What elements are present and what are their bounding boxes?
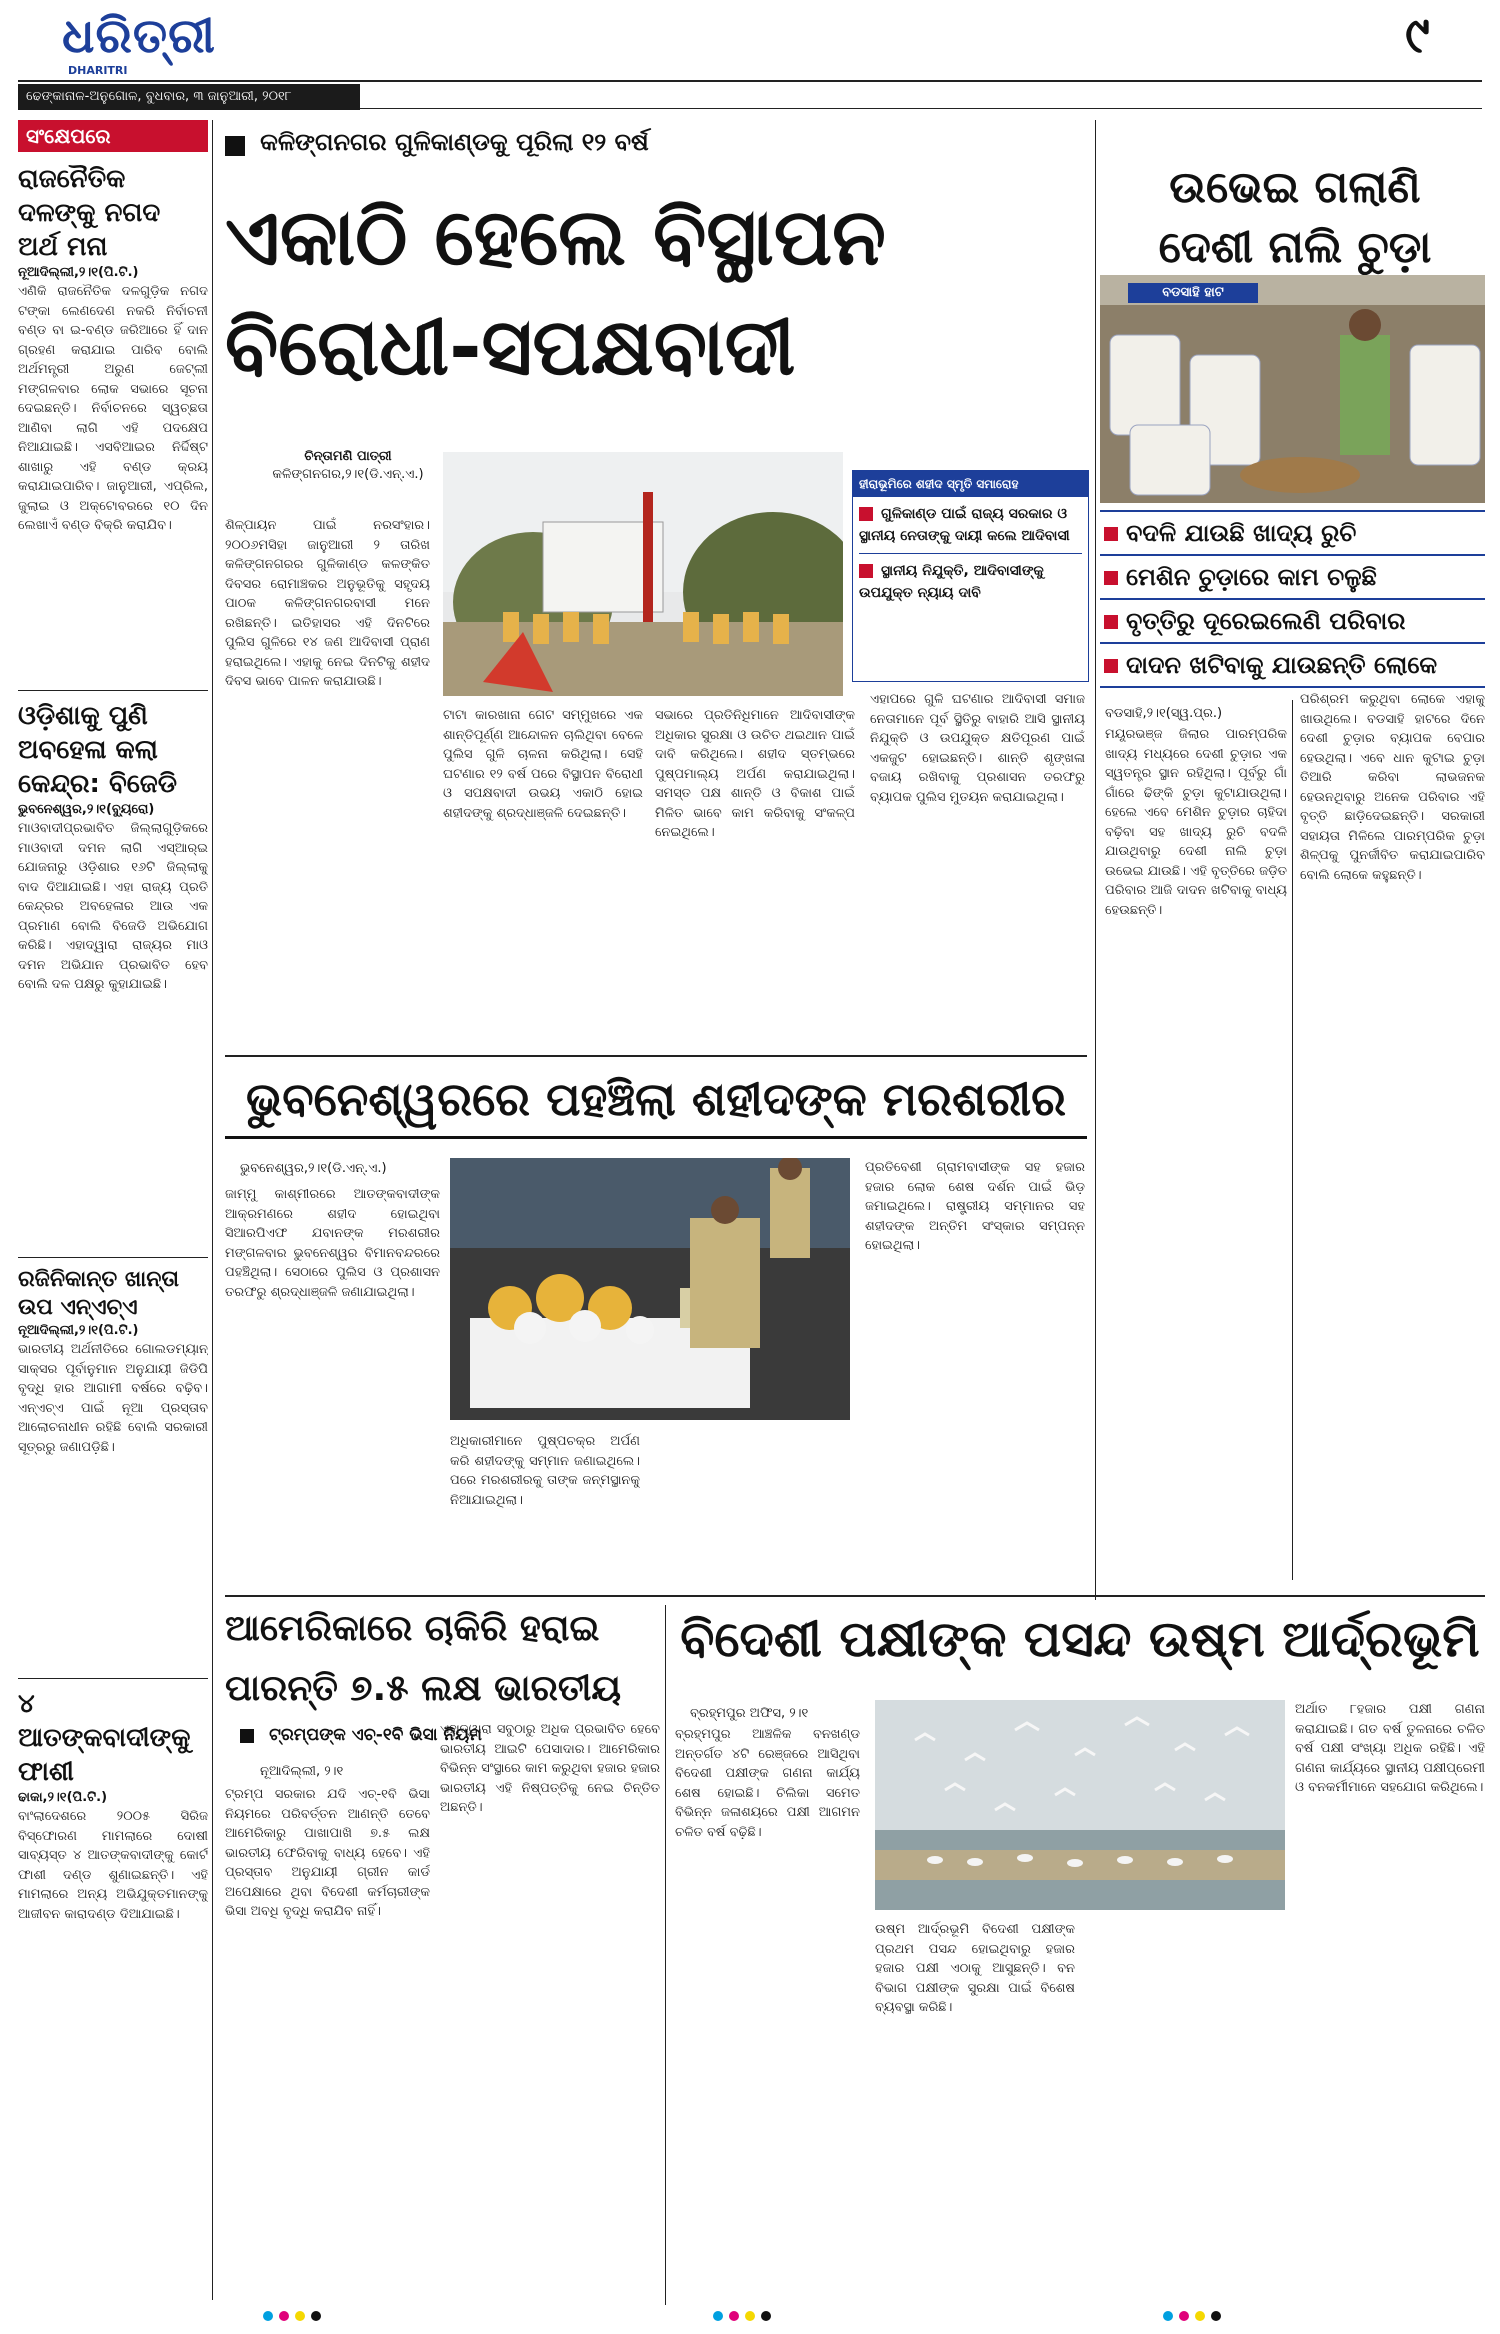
brief-body: ଏଣିକି ରାଜନୈତିକ ଦଳଗୁଡ଼ିକ ନଗଦ ଟଙ୍କା ଲେଣଦେଣ ନକରି ନିର୍ବାଚନୀ ବଣ୍ଡ ବା ଇ-ବଣ୍ଡ ଜରିଆରେ ହିଁ ଦାନ ଗ୍ରହଣ କରାଯାଇ ପାରିବ ବୋଲି ଅର୍ଥମନ୍ତ୍ରୀ ଅରୁଣ ଜେଟ୍‌ଲୀ ମଙ୍ଗଳବାର ଲୋକ ସଭାରେ ସୂଚନା ଦେଇଛନ୍ତି। ନିର୍ବାଚନରେ ସ୍ୱଚ୍ଛତା ଆଣିବା ଲାଗି ଏହି ପଦକ୍ଷେପ ନିଆଯାଇଛି। ଏସବିଆଇର ନିର୍ଦ୍ଦିଷ୍ଟ ଶାଖାରୁ ଏହି ବଣ୍ଡ କ୍ରୟ କରାଯାଇପାରିବ। ଜାନୁଆରୀ, ଏପ୍ରିଲ, ଜୁଲାଇ ଓ ଅକ୍ଟୋବରରେ ୧୦ ଦିନ ଲେଖାଏଁ ବଣ୍ଡ ବିକ୍ରି କରାଯିବ। [18, 284, 208, 533]
brief-story [18, 1266, 208, 1670]
section-label: ସଂକ୍ଷେପରେ [18, 120, 208, 152]
right-byline: ବଡସାହି,୨।୧(ସ୍ୱ.ପ୍ର.) [1105, 706, 1223, 721]
column-rule [1095, 120, 1096, 1600]
infobox-title: ହୀରାଭୂମିରେ ଶହୀଦ ସ୍ମୃତି ସମାରୋହ [853, 471, 1088, 497]
dateline-rule [360, 108, 1482, 109]
red-square-bullet-icon [1104, 615, 1118, 629]
square-bullet-icon [225, 136, 245, 156]
bottom-left-column-2: ଏହାଦ୍ୱାରା ସବୁଠାରୁ ଅଧିକ ପ୍ରଭାବିତ ହେବେ ଭାରତୀୟ ଆଇଟି ପେସାଦାର। ଆମେରିକାର ବିଭିନ୍ନ ସଂସ୍ଥାରେ କାମ କରୁଥିବା ହଜାର ହଜାର ଭାରତୀୟ ଏହି ନିଷ୍ପତ୍ତିକୁ ନେଇ ଚିନ୍ତିତ ଅଛନ୍ତି। [440, 1722, 660, 1815]
right-column-2: ପରିଶ୍ରମ କରୁଥିବା ଲୋକେ ଏହାକୁ ଖାଉଥିଲେ। ବଡସାହି ହାଟରେ ଦିନେ ଦେଶୀ ଚୁଡ଼ାର ବ୍ୟାପକ ବେପାର ହେଉଥିଲା। ଏବେ ଧାନ କୁଟାଇ ଚୁଡ଼ା ତିଆରି କରିବା ଲାଭଜନକ ହେଉନଥିବାରୁ ଅନେକ ପରିବାର ଏହି ବୃତ୍ତି ଛାଡ଼ିଦେଇଛନ୍ତି। ସରକାରୀ ସହାୟତା ମିଳିଲେ ପାରମ୍ପରିକ ଚୁଡ଼ା ଶିଳ୍ପକୁ ପୁନର୍ଜୀବିତ କରାଯାଇପାରିବ ବୋଲି ଲୋକେ କହୁଛନ୍ତି। [1300, 692, 1485, 883]
mid-column-3: ପ୍ରତିବେଶୀ ଗ୍ରାମବାସୀଙ୍କ ସହ ହଜାର ହଜାର ଲୋକ ଶେଷ ଦର୍ଶନ ପାଇଁ ଭିଡ଼ ଜମାଇଥିଲେ। ରାଷ୍ଟ୍ରୀୟ ସମ୍ମାନର ସହ ଶହୀଦଙ୍କ ଅନ୍ତିମ ସଂସ୍କାର ସମ୍ପନ୍ନ ହୋଇଥିଲା। [865, 1160, 1085, 1253]
brief-headline: ରଜିନିକାନ୍ତ ଖାନ୍ତା ଉପ ଏନ୍‌ଏଚ୍‌ଏ [18, 1267, 179, 1320]
brief-headline: ଓଡ଼ିଶାକୁ ପୁଣି ଅବହେଳା କଲା କେନ୍ଦ୍ର: ବିଜେଡି [18, 701, 177, 799]
bottom-left-byline: ନୂଆଦିଲ୍ଲୀ, ୨।୧ [260, 1764, 344, 1779]
brief-body: ଭାରତୀୟ ଅର୍ଥନୀତିରେ ଗୋଲଡମ୍ୟାନ୍ ସାକ୍ସର ପୂର୍ବାନୁମାନ ଅନୁଯାୟୀ ଜିଡିପି ବୃଦ୍ଧି ହାର ଆଗାମୀ ବର୍ଷରେ ବଢ଼ିବ। ଏନ୍‌ଏଚ୍‌ଏ ପାଇଁ ନୂଆ ପ୍ରସ୍ତାବ ଆଲୋଚନାଧୀନ ରହିଛି ବୋଲି ସରକାରୀ ସୂତ୍ରରୁ ଜଣାପଡ଼ିଛି। [18, 1342, 208, 1455]
brief-body: ମାଓବାଦୀପ୍ରଭାବିତ ଜିଲ୍ଲାଗୁଡ଼ିକରେ ମାଓବାଦୀ ଦମନ ଲାଗି ଏସ୍‌ଆର୍‌ଇ ଯୋଜନାରୁ ଓଡ଼ିଶାର ୧୬ଟି ଜିଲ୍ଲାକୁ ବାଦ ଦିଆଯାଇଛି। ଏହା ରାଜ୍ୟ ପ୍ରତି କେନ୍ଦ୍ରର ଅବହେଳାର ଆଉ ଏକ ପ୍ରମାଣ ବୋଲି ବିଜେଡି ଅଭିଯୋଗ କରିଛି। ଏହାଦ୍ୱାରା ରାଜ୍ୟର ମାଓ ଦମନ ଅଭିଯାନ ପ୍ରଭାବିତ ହେବ ବୋଲି ଦଳ ପକ୍ଷରୁ କୁହାଯାଇଛି। [18, 821, 208, 992]
registration-mark [1160, 2306, 1224, 2326]
brief-story [18, 162, 208, 682]
bottom-right-byline: ବ୍ରହ୍ମପୁର ଅଫିସ, ୨।୧ [690, 1706, 809, 1721]
lead-column-1: ଶିଳ୍ପାୟନ ପାଇଁ ନରସଂହାର। ୨୦୦୬ମସିହା ଜାନୁଆରୀ ୨ ତାରିଖ କଳିଙ୍ଗନଗରର ଗୁଳିକାଣ୍ଡ କଳଙ୍କିତ ଦିବସର ରୋମାଞ୍ଚକର ଅନୁଭୂତିକୁ ସହୃଦୟ ପାଠକ କଳିଙ୍ଗନଗରବାସୀ ମନେ ରଖିଛନ୍ତି। ଇତିହାସର ଏହି ଦିନଟିରେ ପୁଲିସ ଗୁଳିରେ ୧୪ ଜଣ ଆଦିବାସୀ ପ୍ରାଣ ହରାଇଥିଲେ। ଏହାକୁ ନେଇ ଦିନଟିକୁ ଶହୀଦ ଦିବସ ଭାବେ ପାଳନ କରାଯାଉଛି। [225, 518, 430, 689]
lead-column-2: ଟାଟା କାରଖାନା ଗେଟ ସମ୍ମୁଖରେ ଏକ ଶାନ୍ତିପୂର୍ଣ୍ଣ ଆନ୍ଦୋଳନ ଚାଲିଥିବା ବେଳେ ପୁଲିସ ଗୁଳି ଚାଳନା କରିଥିଲା। ସେହି ଘଟଣାର ୧୨ ବର୍ଷ ପରେ ବିସ୍ଥାପନ ବିରୋଧୀ ଓ ସପକ୍ଷବାଦୀ ଉଭୟ ଏକାଠି ହୋଇ ଶହୀଦଙ୍କୁ ଶ୍ରଦ୍ଧାଞ୍ଜଳି ଦେଇଛନ୍ତି। [443, 708, 643, 821]
red-square-bullet-icon [1104, 571, 1118, 585]
sidebar-rule [212, 120, 213, 2300]
sidebar-briefs [18, 120, 208, 2306]
bottom-right-column-1: ବ୍ରହ୍ମପୁର ଆଞ୍ଚଳିକ ବନଖଣ୍ଡ ଅନ୍ତର୍ଗତ ୪ଟି ରେଞ୍ଜରେ ଆସିଥିବା ବିଦେଶୀ ପକ୍ଷୀଙ୍କ ଗଣନା କାର୍ଯ୍ୟ ଶେଷ ହୋଇଛି। ଚିଲିକା ସମେତ ବିଭିନ୍ନ ଜଳାଶୟରେ ପକ୍ଷୀ ଆଗମନ ଚଳିତ ବର୍ଷ ବଢ଼ିଛି। [675, 1727, 860, 1840]
section-rule [225, 1595, 1485, 1597]
right-bullet-item: ମେଶିନ ଚୁଡ଼ାରେ କାମ ଚଳୁଛି [1100, 556, 1485, 600]
right-bullet-item: ବଦଳି ଯାଉଛି ଖାଦ୍ୟ ରୁଚି [1100, 510, 1485, 556]
infobox-item: ଗୁଳିକାଣ୍ଡ ପାଇଁ ରାଜ୍ୟ ସରକାର ଓ ସ୍ଥାନୀୟ ନେତାଙ୍କୁ ଦାୟୀ କଲେ ଆଦିବାସୀ [859, 506, 1070, 544]
grain-shop-photo [1100, 275, 1485, 503]
masthead-rule [18, 80, 1482, 82]
right-bullet-item: ବୃତ୍ତିରୁ ଦୂରେଇଲେଣି ପରିବାର [1100, 600, 1485, 644]
right-bullet-list [1100, 510, 1485, 688]
tribute-photo-illustration [450, 1158, 850, 1420]
right-bullet-item: ଦାଦନ ଖଟିବାକୁ ଯାଉଛନ୍ତି ଲୋକେ [1100, 644, 1485, 688]
memorial-photo-illustration [443, 452, 843, 696]
mid-column-1: ଜାମ୍ମୁ କାଶ୍ମୀରରେ ଆତଙ୍କବାଦୀଙ୍କ ଆକ୍ରମଣରେ ଶହୀଦ ହୋଇଥିବା ସିଆରପିଏଫ ଯବାନଙ୍କ ମରଶରୀର ମଙ୍ଗଳବାର ଭୁବନେଶ୍ୱର ବିମାନବନ୍ଦରରେ ପହଞ୍ଚିଥିଲା। ସେଠାରେ ପୁଲିସ ଓ ପ୍ରଶାସନ ତରଫରୁ ଶ୍ରଦ୍ଧାଞ୍ଜଳି ଜଣାଯାଇଥିଲା। [225, 1187, 440, 1300]
tribute-photo [450, 1158, 850, 1420]
lead-headline-line1: ଏକାଠି ହେଲେ ବିସ୍ଥାପନ [225, 193, 886, 283]
mid-byline: ଭୁବନେଶ୍ୱର,୨।୧(ଡି.ଏନ୍.ଏ.) [240, 1161, 387, 1176]
lead-kicker: କଳିଙ୍ଗନଗର ଗୁଳିକାଣ୍ଡକୁ ପୂରିଲା ୧୨ ବର୍ଷ [225, 128, 1085, 156]
bottom-left-column-1: ଟ୍ରମ୍ପ ସରକାର ଯଦି ଏଚ୍-୧ବି ଭିସା ନିୟମରେ ପରିବର୍ତ୍ତନ ଆଣନ୍ତି ତେବେ ଆମେରିକାରୁ ପାଖାପାଖି ୭.୫ ଲକ୍ଷ ଭାରତୀୟ ଫେରିବାକୁ ବାଧ୍ୟ ହେବେ। ଏହି ପ୍ରସ୍ତାବ ଅନୁଯାୟୀ ଗ୍ରୀନ କାର୍ଡ ଅପେକ୍ଷାରେ ଥିବା ବିଦେଶୀ କର୍ମଚାରୀଙ୍କ ଭିସା ଅବଧି ବୃଦ୍ଧି କରାଯିବ ନାହିଁ। [225, 1787, 430, 1919]
brief-divider [18, 690, 208, 691]
bottom-right-headline: ବିଦେଶୀ ପକ୍ଷୀଙ୍କ ପସନ୍ଦ ଉଷ୍ମ ଆର୍ଦ୍ରଭୂମି [680, 1610, 1480, 1668]
brief-byline: ନୂଆଦିଲ୍ଲୀ,୨।୧(ପି.ଟି.) [18, 265, 139, 280]
brief-byline: ଭୁବନେଶ୍ୱର,୨।୧(ବ୍ୟୁରୋ) [18, 802, 155, 817]
page-number: ୯ [1405, 6, 1430, 64]
bottom-right-column-2b [1085, 1920, 1280, 2295]
registration-mark [260, 2306, 324, 2326]
brief-divider [18, 1678, 208, 1679]
registration-mark [710, 2306, 774, 2326]
mid-column-2: ଅଧିକାରୀମାନେ ପୁଷ୍ପଚକ୍ର ଅର୍ପଣ କରି ଶହୀଦଙ୍କୁ ସମ୍ମାନ ଜଣାଇଥିଲେ। ପରେ ମରଶରୀରକୁ ତାଙ୍କ ଜନ୍ମସ୍ଥାନକୁ ନିଆଯାଇଥିଲା। [450, 1434, 640, 1508]
dateline-bar: ଢେଙ୍କାନାଳ-ଅନୁଗୋଳ, ବୁଧବାର, ୩ ଜାନୁଆରୀ, ୨୦୧୮ [18, 84, 360, 110]
right-headline-line2: ଦେଶୀ ନାଲି ଚୁଡ଼ା [1158, 222, 1432, 273]
infobox-item: ସ୍ଥାନୀୟ ନିଯୁକ୍ତି, ଆଦିବାସୀଙ୍କୁ ଉପଯୁକ୍ତ ନ୍ୟାୟ ଦାବି [859, 563, 1044, 601]
mid-column-2b [652, 1432, 852, 1582]
red-square-bullet-icon [1104, 527, 1118, 541]
red-square-bullet-icon [859, 507, 873, 521]
brief-byline: ନୂଆଦିଲ୍ଲୀ,୨।୧(ପି.ଟି.) [18, 1323, 139, 1338]
bottom-left-headline-line2: ପାରନ୍ତି ୭.୫ ଲକ୍ଷ ଭାରତୀୟ [225, 1668, 622, 1709]
brief-body: ବାଂଲାଦେଶରେ ୨୦୦୫ ସିରିଜ ବିସ୍ଫୋରଣ ମାମଲାରେ ଦୋଷୀ ସାବ୍ୟସ୍ତ ୪ ଆତଙ୍କବାଦୀଙ୍କୁ କୋର୍ଟ ଫାଶୀ ଦଣ୍ଡ ଶୁଣାଇଛନ୍ତି। ଏହି ମାମଲାରେ ଅନ୍ୟ ଅଭିଯୁକ୍ତମାନଙ୍କୁ ଆଜୀବନ କାରାଦଣ୍ଡ ଦିଆଯାଇଛି। [18, 1809, 208, 1922]
birds-photo [875, 1700, 1285, 1910]
brief-divider [18, 1257, 208, 1258]
masthead-logo [62, 8, 362, 77]
grain-shop-illustration [1100, 275, 1485, 503]
mid-headline: ଭୁବନେଶ୍ୱରରେ ପହଞ୍ଚିଲା ଶହୀଦଙ୍କ ମରଶରୀର [225, 1068, 1087, 1139]
bottom-right-column-3: ଅର୍ଥାତ ୮ହଜାର ପକ୍ଷୀ ଗଣନା କରାଯାଇଛି। ଗତ ବର୍ଷ ତୁଳନାରେ ଚଳିତ ବର୍ଷ ପକ୍ଷୀ ସଂଖ୍ୟା ଅଧିକ ରହିଛି। ଏହି ଗଣନା କାର୍ଯ୍ୟରେ ସ୍ଥାନୀୟ ପକ୍ଷୀପ୍ରେମୀ ଓ ବନକର୍ମୀମାନେ ସହଯୋଗ କରିଥିଲେ। [1295, 1702, 1485, 1795]
bottom-left-kicker: ଟ୍ରମ୍ପଙ୍କ ଏଚ୍-୧ବି ଭିସା ନିୟମ [240, 1725, 660, 1745]
brief-story [18, 1687, 208, 2107]
red-square-bullet-icon [859, 564, 873, 578]
bottom-left-headline-line1: ଆମେରିକାରେ ଚାକିରି ହରାଇ [225, 1608, 600, 1649]
lead-byline [258, 448, 438, 484]
brief-byline: ଢାକା,୨।୧(ପି.ଟି.) [18, 1790, 108, 1805]
bottom-right-column-2: ଉଷ୍ମ ଆର୍ଦ୍ରଭୂମି ବିଦେଶୀ ପକ୍ଷୀଙ୍କ ପ୍ରଥମ ପସନ୍ଦ ହୋଇଥିବାରୁ ହଜାର ହଜାର ପକ୍ଷୀ ଏଠାକୁ ଆସୁଛନ୍ତି। ବନ ବିଭାଗ ପକ୍ଷୀଙ୍କ ସୁରକ୍ଷା ପାଇଁ ବିଶେଷ ବ୍ୟବସ୍ଥା କରିଛି। [875, 1922, 1075, 2015]
square-bullet-icon [240, 1729, 254, 1743]
brief-headline: ୪ ଆତଙ୍କବାଦୀଙ୍କୁ ଫାଶୀ [18, 1689, 191, 1787]
column-rule [665, 1605, 666, 2305]
logo-wordmark: ଧରିତ୍ରୀ [62, 8, 216, 64]
birds-photo-illustration [875, 1700, 1285, 1910]
right-headline-line1: ଉଭେଇ ଗଲାଣି [1169, 162, 1421, 213]
lead-column-3: ସଭାରେ ପ୍ରତିନିଧିମାନେ ଆଦିବାସୀଙ୍କ ଅଧିକାର ସୁରକ୍ଷା ଓ ଉଚିତ ଥଇଥାନ ପାଇଁ ଦାବି କରିଥିଲେ। ଶହୀଦ ସ୍ତମ୍ଭରେ ପୁଷ୍ପମାଲ୍ୟ ଅର୍ପଣ କରାଯାଇଥିଲା। ସମସ୍ତ ପକ୍ଷ ଶାନ୍ତି ଓ ବିକାଶ ପାଇଁ ମିଳିତ ଭାବେ କାମ କରିବାକୁ ସଂକଳ୍ପ ନେଇଥିଲେ। [655, 708, 855, 840]
column-rule [1292, 700, 1293, 1580]
lead-column-4: ଏହାପରେ ଗୁଳି ଘଟଣାର ଆଦିବାସୀ ସମାଜ ନେତାମାନେ ପୂର୍ବ ସ୍ଥିତିରୁ ବାହାରି ଆସି ସ୍ଥାନୀୟ ନିଯୁକ୍ତି ଓ ଉପଯୁକ୍ତ କ୍ଷତିପୂରଣ ପାଇଁ ଏକଜୁଟ ହୋଇଛନ୍ତି। ଶାନ୍ତି ଶୃଙ୍ଖଳା ବଜାୟ ରଖିବାକୁ ପ୍ରଶାସନ ତରଫରୁ ବ୍ୟାପକ ପୁଲିସ ମୁତୟନ କରାଯାଇଥିଲା। [870, 692, 1085, 805]
lead-infobox [852, 470, 1089, 682]
byline-name: ଚିନ୍ତାମଣି ପାତ୍ରୀ [304, 449, 392, 464]
lead-headline-line2: ବିରୋଧୀ-ସପକ୍ଷବାଦୀ [225, 303, 796, 393]
right-column-1: ମୟୂରଭଞ୍ଜ ଜିଲାର ପାରମ୍ପରିକ ଖାଦ୍ୟ ମଧ୍ୟରେ ଦେଶୀ ଚୁଡ଼ାର ଏକ ସ୍ୱତନ୍ତ୍ର ସ୍ଥାନ ରହିଥିଲା। ପୂର୍ବରୁ ଗାଁ ଗାଁରେ ଢିଙ୍କି ଚୁଡ଼ା କୁଟାଯାଉଥିଲା। ହେଲେ ଏବେ ମେଶିନ ଚୁଡ଼ାର ଚାହିଦା ବଢ଼ିବା ସହ ଖାଦ୍ୟ ରୁଚି ବଦଳି ଯାଉଥିବାରୁ ଦେଶୀ ନାଲି ଚୁଡ଼ା ଉଭେଇ ଯାଉଛି। ଏହି ବୃତ୍ତିରେ ଜଡ଼ିତ ପରିବାର ଆଜି ଦାଦନ ଖଟିବାକୁ ବାଧ୍ୟ ହେଉଛନ୍ତି। [1105, 727, 1287, 918]
photo-caption-tag: ବଡସାହି ହାଟ [1128, 283, 1258, 303]
logo-subtitle: DHARITRI [68, 64, 128, 77]
section-rule [225, 1055, 1087, 1057]
brief-headline: ରାଜନୈତିକ ଦଳଙ୍କୁ ନଗଦ ଅର୍ଥ ମନା [18, 164, 161, 262]
red-square-bullet-icon [1104, 659, 1118, 673]
byline-place: କଳିଙ୍ଗନଗର,୨।୧(ଡି.ଏନ୍.ଏ.) [272, 467, 424, 482]
memorial-photo [443, 452, 843, 696]
brief-story [18, 699, 208, 1249]
